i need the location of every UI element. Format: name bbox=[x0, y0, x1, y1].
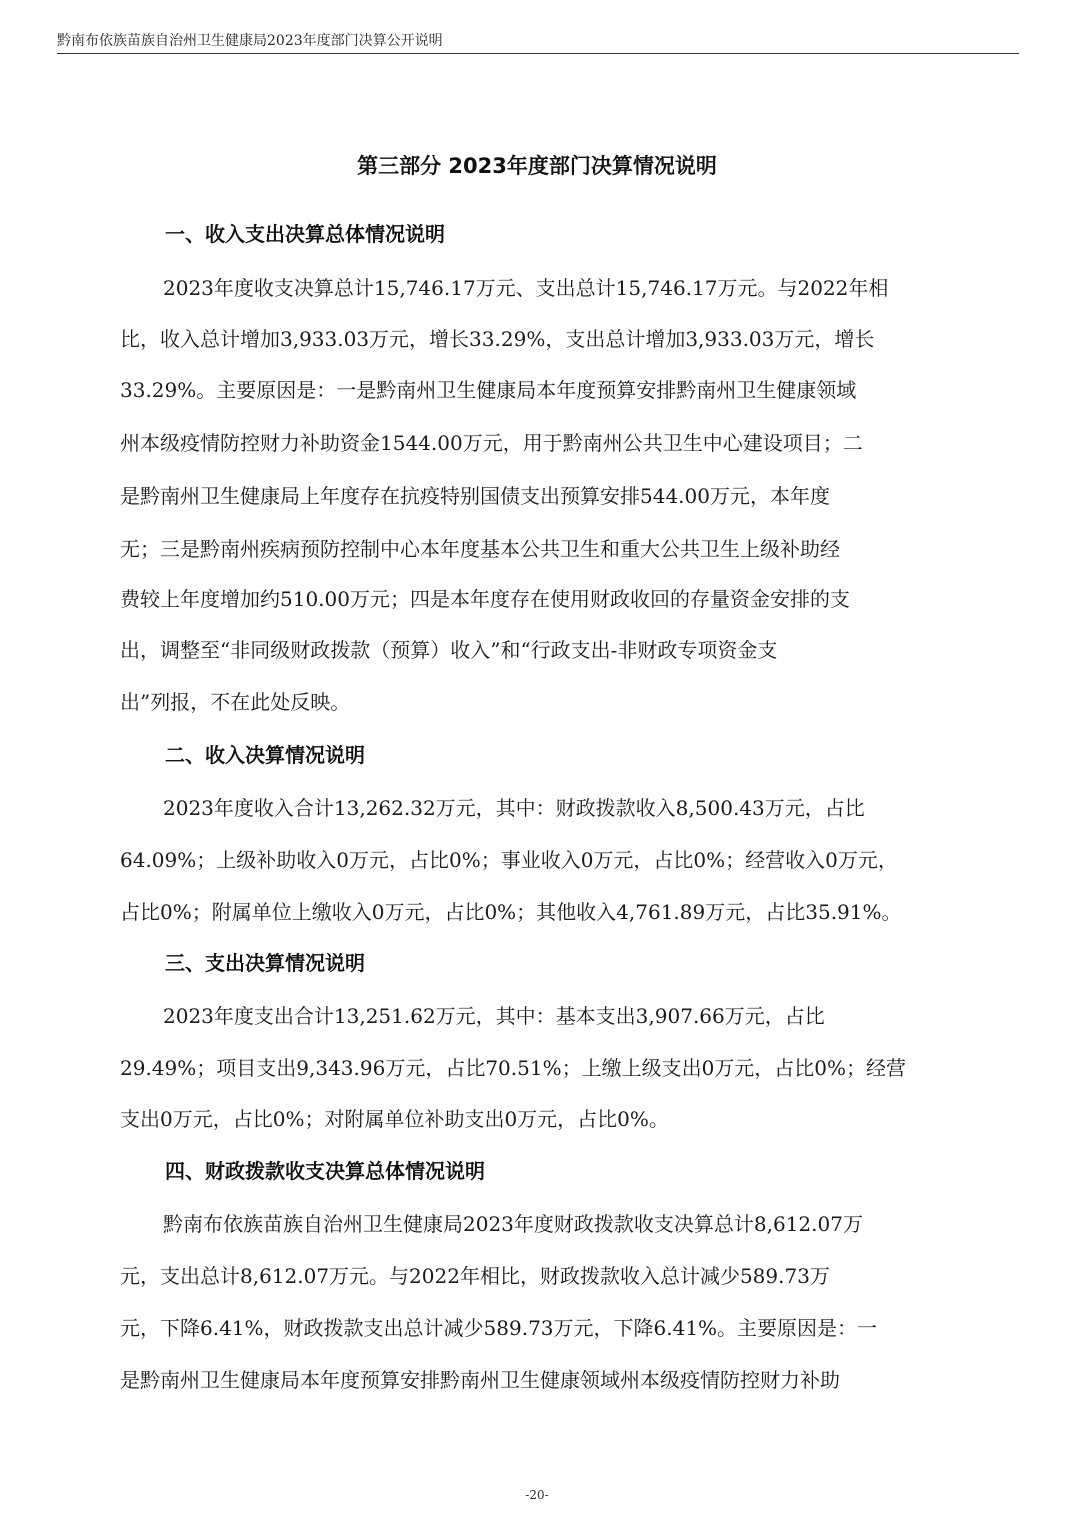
paragraph-line: 黔南布依族苗族自治州卫生健康局2023年度财政拨款收支决算总计8,612.07万 bbox=[163, 1212, 863, 1236]
paragraph-line: 2023年度收入合计13,262.32万元，其中：财政拨款收入8,500.43万元，占比 bbox=[163, 796, 865, 820]
paragraph-line: 占比0%；附属单位上缴收入0万元，占比0%；其他收入4,761.89万元，占比35.91%。 bbox=[120, 900, 902, 924]
paragraph-line: 2023年度支出合计13,251.62万元，其中：基本支出3,907.66万元，占比 bbox=[163, 1004, 825, 1028]
paragraph-line: 出，调整至“非同级财政拨款（预算）收入”和“行政支出-非财政专项资金支 bbox=[120, 638, 778, 662]
header-divider bbox=[57, 53, 1019, 54]
paragraph-line: 33.29%。主要原因是：一是黔南州卫生健康局本年度预算安排黔南州卫生健康领域 bbox=[120, 378, 857, 402]
paragraph-line: 29.49%；项目支出9,343.96万元，占比70.51%；上缴上级支出0万元，占比0%；经营 bbox=[120, 1056, 907, 1080]
paragraph-line: 2023年度收支决算总计15,746.17万元、支出总计15,746.17万元。与2022年相 bbox=[163, 276, 889, 300]
section-heading-2: 二、收入决算情况说明 bbox=[165, 743, 365, 767]
part-title: 第三部分 2023年度部门决算情况说明 bbox=[357, 154, 717, 178]
paragraph-line: 费较上年度增加约510.00万元；四是本年度存在使用财政收回的存量资金安排的支 bbox=[120, 587, 850, 611]
section-heading-4: 四、财政拨款收支决算总体情况说明 bbox=[165, 1159, 485, 1183]
paragraph-line: 无；三是黔南州疾病预防控制中心本年度基本公共卫生和重大公共卫生上级补助经 bbox=[120, 537, 840, 561]
paragraph-line: 元，支出总计8,612.07万元。与2022年相比，财政拨款收入总计减少589.73万 bbox=[120, 1264, 830, 1288]
running-header-title: 黔南布依族苗族自治州卫生健康局2023年度部门决算公开说明 bbox=[57, 33, 443, 49]
paragraph-line: 是黔南州卫生健康局本年度预算安排黔南州卫生健康领域州本级疫情防控财力补助 bbox=[120, 1368, 840, 1392]
section-heading-1: 一、收入支出决算总体情况说明 bbox=[165, 222, 445, 246]
paragraph-line: 元，下降6.41%，财政拨款支出总计减少589.73万元，下降6.41%。主要原因是：一 bbox=[120, 1316, 878, 1340]
paragraph-line: 是黔南州卫生健康局上年度存在抗疫特别国债支出预算安排544.00万元，本年度 bbox=[120, 484, 830, 508]
paragraph-line: 支出0万元，占比0%；对附属单位补助支出0万元，占比0%。 bbox=[120, 1107, 669, 1131]
paragraph-line: 出”列报，不在此处反映。 bbox=[120, 690, 351, 714]
section-heading-3: 三、支出决算情况说明 bbox=[165, 951, 365, 975]
paragraph-line: 州本级疫情防控财力补助资金1544.00万元，用于黔南州公共卫生中心建设项目；二 bbox=[120, 431, 863, 455]
page-number: -20- bbox=[525, 1488, 549, 1502]
paragraph-line: 比，收入总计增加3,933.03万元，增长33.29%，支出总计增加3,933.03万元，增长 bbox=[120, 327, 875, 351]
paragraph-line: 64.09%；上级补助收入0万元，占比0%；事业收入0万元，占比0%；经营收入0万元， bbox=[120, 848, 898, 872]
